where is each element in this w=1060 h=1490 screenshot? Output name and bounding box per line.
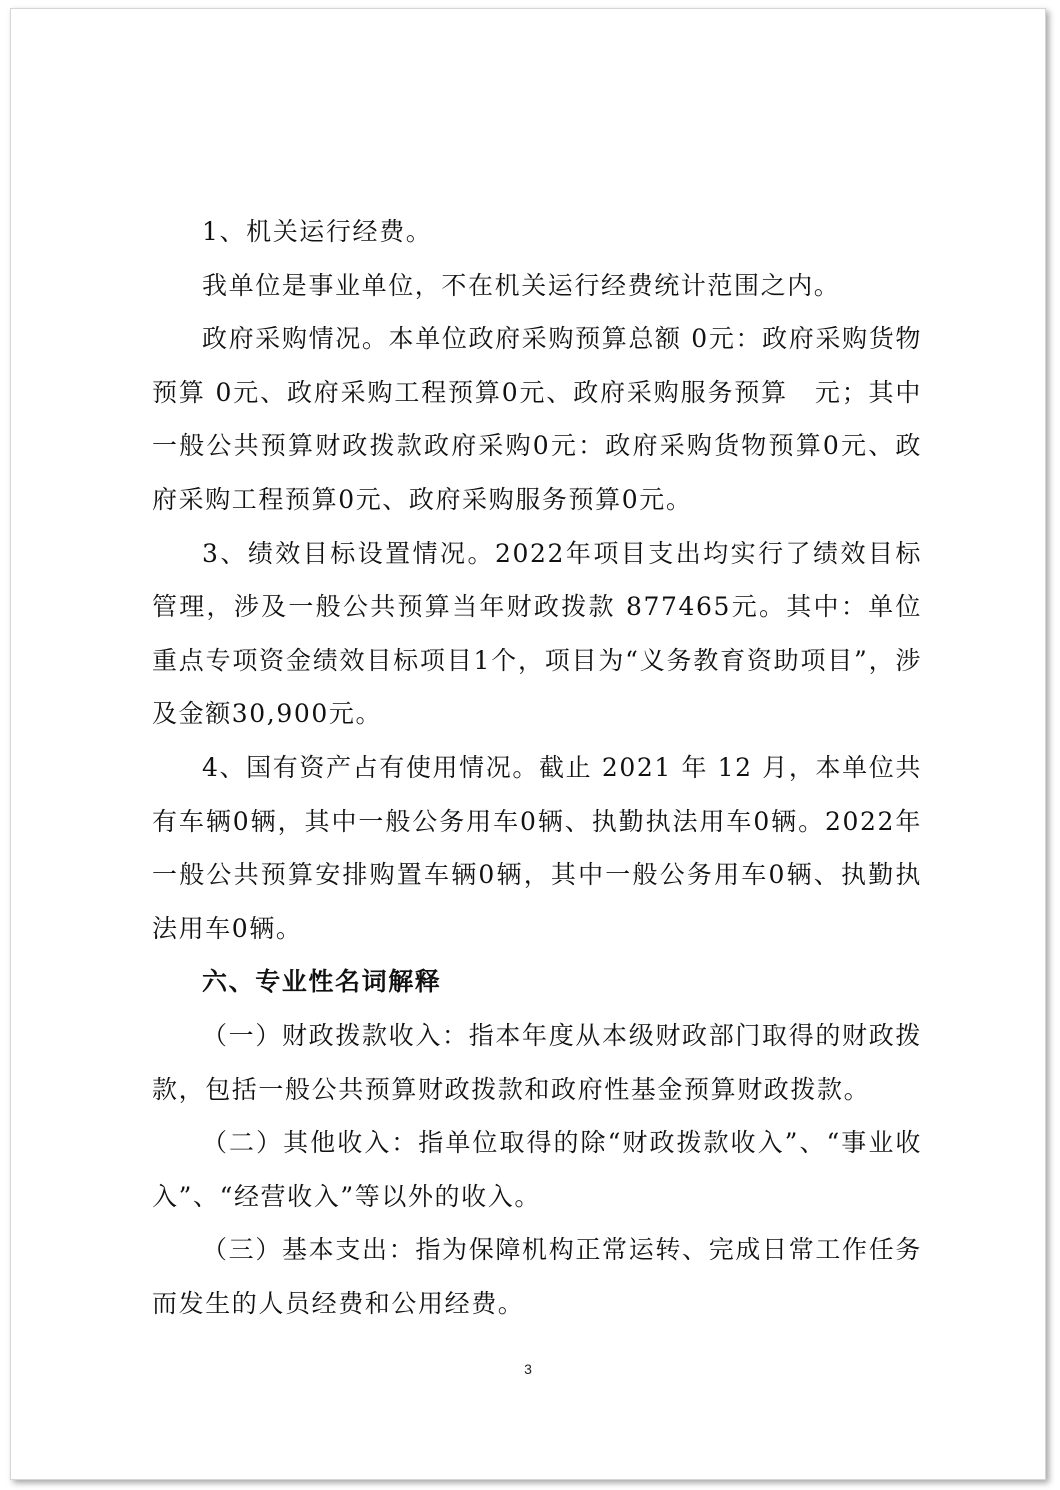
paragraph-office-expenses-title: 1、机关运行经费。 — [202, 217, 433, 246]
paragraph-state-assets: 4、国有资产占有使用情况。截止 2021 年 12 月，本单位共有车辆0辆，其中一般公务用车0辆、执勤执法用车0辆。2022年一般公共预算安排购置车辆0辆，其中一般公务用车0辆、执勤执法用车0辆。 — [152, 752, 922, 943]
paragraph-term-fiscal-appropriation: （一）财政拨款收入：指本年度从本级财政部门取得的财政拨款，包括一般公共预算财政拨款和政府性基金预算财政拨款。 — [152, 1020, 922, 1104]
paragraph-government-procurement: 政府采购情况。本单位政府采购预算总额 0元：政府采购货物预算 0元、政府采购工程预算0元、政府采购服务预算 元；其中一般公共预算财政拨款政府采购0元：政府采购货物预算0元、政府采购工程预算0元、政府采购服务预算0元。 — [152, 324, 922, 514]
paragraph-performance-targets: 3、绩效目标设置情况。2022年项目支出均实行了绩效目标管理，涉及一般公共预算当年财政拨款 877465元。其中：单位重点专项资金绩效目标项目1个，项目为“义务教育资助项目”，涉及金额30,900元。 — [152, 538, 922, 729]
page-number: 3 — [524, 1361, 532, 1377]
page-content — [152, 205, 922, 1330]
paragraph-term-other-income: （二）其他收入：指单位取得的除“财政拨款收入”、“事业收入”、“经营收入”等以外的收入。 — [152, 1128, 922, 1211]
paragraph-office-expenses-note: 我单位是事业单位，不在机关运行经费统计范围之内。 — [202, 270, 841, 300]
section-heading-terms: 六、专业性名词解释 — [202, 967, 442, 997]
paragraph-term-basic-expenditure: （三）基本支出：指为保障机构正常运转、完成日常工作任务而发生的人员经费和公用经费。 — [152, 1235, 922, 1318]
document-page — [10, 8, 1046, 1480]
